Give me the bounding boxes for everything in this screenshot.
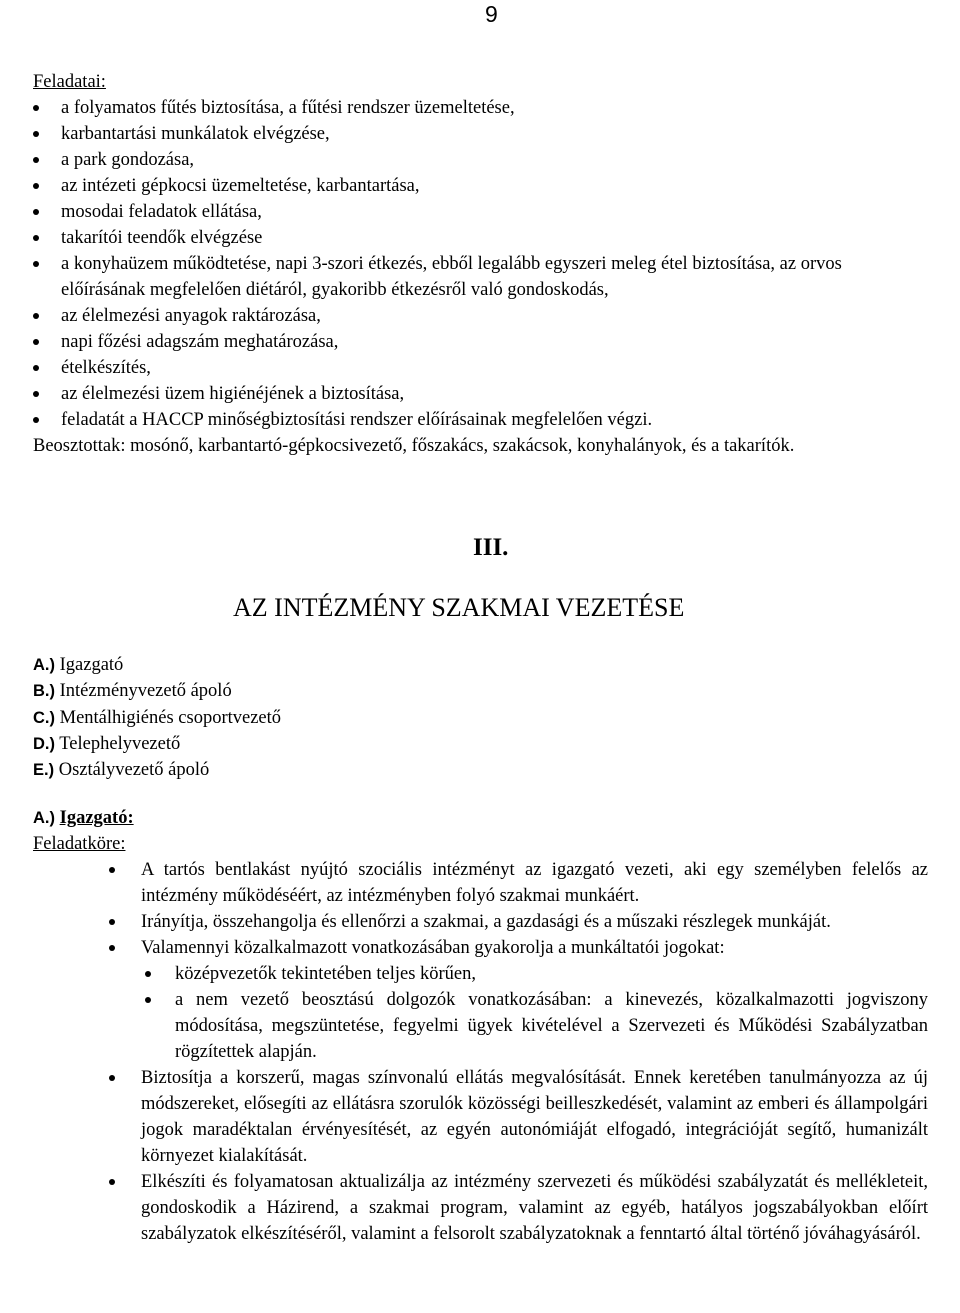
list-item [33, 909, 928, 935]
list-item [33, 121, 928, 147]
bullet-icon [33, 235, 39, 241]
list-item-text: Valamennyi közalkalmazott vonatkozásában gyakorolja a munkáltatói jogokat: [141, 938, 725, 958]
list-item [33, 857, 928, 909]
list-item-text: feladatát a HACCP minőségbiztosítási rendszer előírásainak megfelelően végzi. [61, 410, 653, 430]
bullet-icon [109, 1075, 115, 1081]
list-item [33, 1065, 928, 1169]
list-item [33, 199, 928, 225]
list-item-text: mosodai feladatok ellátása, [61, 202, 262, 222]
role-item [33, 705, 281, 731]
role-letter: A.) [33, 656, 55, 674]
list-item [33, 1169, 928, 1247]
list-item [33, 95, 928, 121]
role-item [33, 757, 281, 783]
role-item [33, 652, 281, 678]
chapter-title: AZ INTÉZMÉNY SZAKMAI VEZETÉSE [233, 593, 685, 622]
bullet-icon [33, 365, 39, 371]
list-item [33, 251, 928, 303]
tasks-list [33, 95, 928, 433]
role-letter: C.) [33, 708, 55, 727]
tasks-heading: Feladatai: [33, 72, 106, 92]
list-item [33, 987, 928, 1065]
list-item-text: a nem vezető beosztású dolgozók vonatkozásában: a kinevezés, közalkalmazotti jogviszony módosítása, megszüntetése, fegyelmi ügyek kivételével a Szervezeti és Működési Szabályzatban rögzítettek alapján. [175, 990, 928, 1062]
roles-list [33, 652, 281, 783]
role-letter: D.) [33, 734, 55, 753]
bullet-icon [33, 131, 39, 137]
list-item-text: középvezetők tekintetében teljes körűen, [175, 964, 477, 984]
bullet-icon [33, 105, 39, 111]
bullet-icon [33, 417, 39, 423]
section-title: Igazgató: [59, 808, 134, 828]
role-text: Osztályvezető ápoló [54, 760, 210, 781]
duties-label: Feladatköre: [33, 834, 126, 854]
list-item [33, 303, 928, 329]
role-item [33, 731, 281, 757]
role-item [33, 678, 281, 704]
list-item-text: napi főzési adagszám meghatározása, [61, 332, 339, 352]
role-text: Mentálhigiénés csoportvezető [55, 707, 282, 728]
list-item-text: Elkészíti és folyamatosan aktualizálja az intézmény szervezeti és működési szabályzatát és mellékleteit, gondoskodik a Házirend, a szakmai program, valamint az egyéb, hatályos jogszabályokban előírt szabályzatok elkészítéséről, valamint a felsorolt szabályzatoknak a fenntartó által történő jóváhagyásáról. [141, 1172, 928, 1244]
list-item [33, 225, 928, 251]
list-item-text: Biztosítja a korszerű, magas színvonalú ellátás megvalósítását. Ennek keretében tanulmányozza az új módszereket, elősegíti az ellátásra szorulók közösségi beilleszkedését, valamint az emberi és állampolgári jogok maradéktalan érvényesítését, az egyén autonómiáját elfogadó, integrációját segítő, humanizált környezet kialakítását. [141, 1068, 928, 1166]
bullet-icon [33, 339, 39, 345]
list-item [33, 407, 928, 433]
bullet-icon [109, 945, 115, 951]
list-item-text: ételkészítés, [61, 358, 151, 378]
bullet-icon [33, 261, 39, 267]
chapter-number: III. [473, 534, 509, 561]
role-text: Intézményvezető ápoló [55, 681, 232, 702]
bullet-icon [109, 867, 115, 873]
role-text: Igazgató [55, 655, 124, 675]
staff-line: Beosztottak: mosónő, karbantartó-gépkocsivezető, főszakács, szakácsok, konyhalányok, és a takarítók. [33, 436, 795, 456]
role-text: Telephelyvezető [55, 733, 181, 754]
bullet-icon [109, 1179, 115, 1185]
tasks-section [33, 69, 928, 459]
list-item-text: takarítói teendők elvégzése [61, 228, 263, 248]
duties-list [33, 857, 928, 1247]
bullet-icon [33, 391, 39, 397]
list-item-text: a folyamatos fűtés biztosítása, a fűtési rendszer üzemeltetése, [61, 98, 515, 118]
bullet-icon [33, 313, 39, 319]
list-item [33, 935, 928, 1065]
bullet-icon [109, 919, 115, 925]
director-section [33, 805, 928, 1247]
list-item-text: Irányítja, összehangolja és ellenőrzi a szakmai, a gazdasági és a műszaki részlegek munkáját. [141, 912, 831, 932]
page-number: 9 [485, 1, 498, 27]
list-item-text: az élelmezési üzem higiénéjének a biztosítása, [61, 384, 405, 404]
section-letter: A.) [33, 809, 55, 827]
list-item [33, 381, 928, 407]
role-letter: B.) [33, 682, 55, 701]
list-item [33, 355, 928, 381]
list-item-text: a konyhaüzem működtetése, napi 3-szori étkezés, ebből legalább egyszeri meleg étel biztosítása, az orvos előírásának megfelelően diétáról, gyakoribb étkezésről való gondoskodás, [61, 254, 842, 300]
list-item-text: karbantartási munkálatok elvégzése, [61, 124, 330, 144]
bullet-icon [33, 157, 39, 163]
list-item-text: az élelmezési anyagok raktározása, [61, 306, 321, 326]
role-letter: E.) [33, 761, 55, 780]
list-item [33, 173, 928, 199]
bullet-icon [33, 209, 39, 215]
bullet-icon [33, 183, 39, 189]
employer-rights-list [141, 961, 928, 1065]
list-item [33, 329, 928, 355]
bullet-icon [145, 997, 151, 1003]
list-item-text: a park gondozása, [61, 150, 195, 170]
list-item-text: az intézeti gépkocsi üzemeltetése, karbantartása, [61, 176, 420, 196]
section-heading [33, 805, 928, 831]
list-item-text: A tartós bentlakást nyújtó szociális intézményt az igazgató vezeti, aki egy személyben felelős az intézmény működéséért, az intézményben folyó szakmai munkáért. [141, 860, 928, 906]
bullet-icon [145, 971, 151, 977]
list-item [33, 961, 928, 987]
list-item [33, 147, 928, 173]
